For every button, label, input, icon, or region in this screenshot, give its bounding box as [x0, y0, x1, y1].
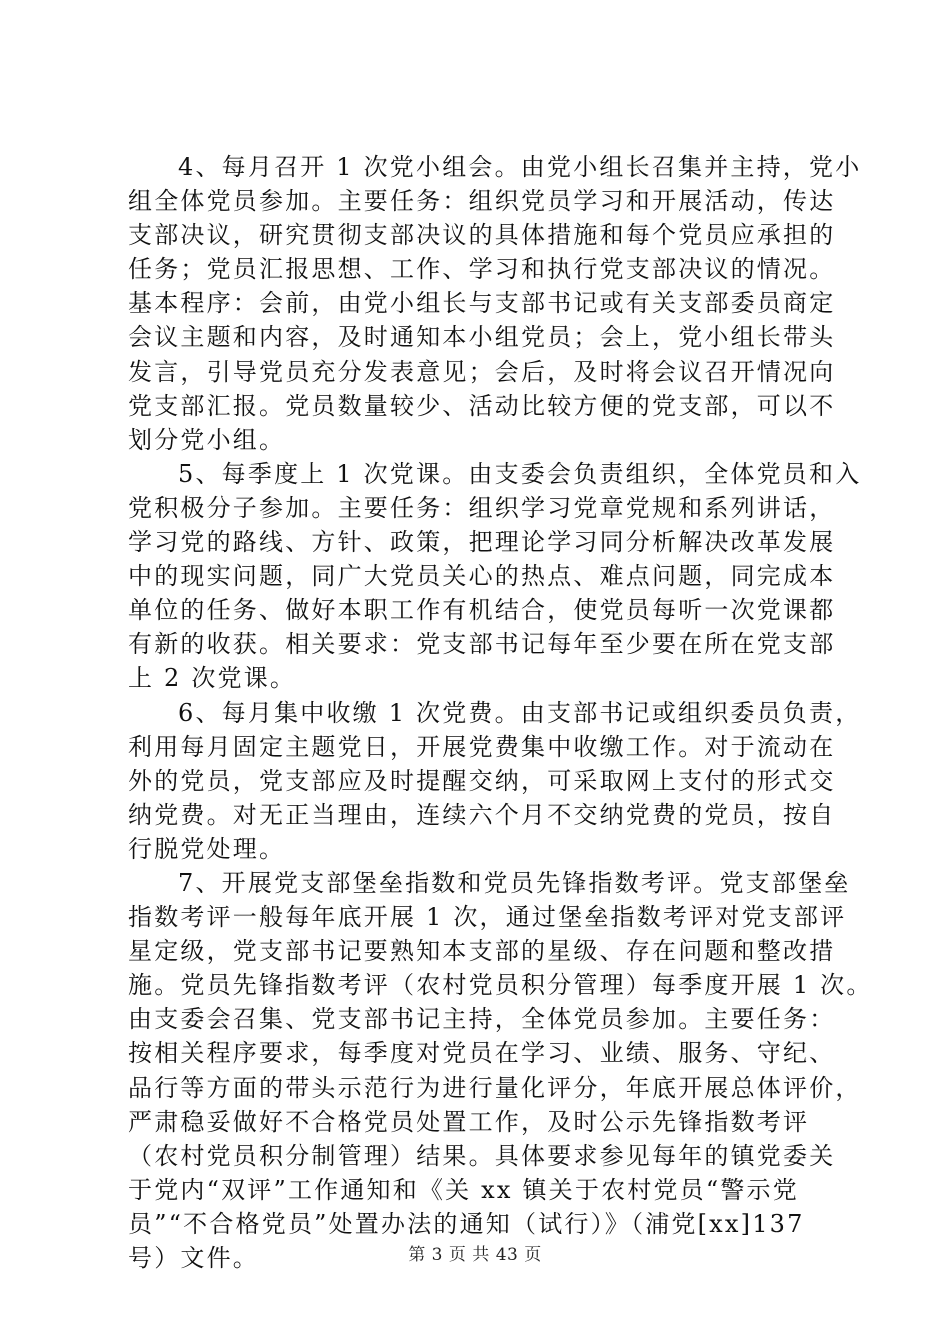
- page-footer: 第 3 页 共 43 页: [408, 1245, 542, 1265]
- text-line: 由支委会召集、党支部书记主持，全体党员参加。主要任务：: [128, 1005, 836, 1034]
- text-line: 学习党的路线、方针、政策，把理论学习同分析解决改革发展: [128, 528, 836, 557]
- text-line: 于党内“双评”工作通知和《关 xx 镇关于农村党员“警示党: [128, 1175, 799, 1204]
- text-line: 行脱党处理。: [128, 834, 286, 863]
- text-line: 5、每季度上 1 次党课。由支委会负责组织，全体党员和入: [178, 459, 862, 488]
- text-line: 组全体党员参加。主要任务：组织党员学习和开展活动，传达: [128, 187, 836, 216]
- text-line: 品行等方面的带头示范行为进行量化评分，年底开展总体评价，: [128, 1073, 862, 1102]
- text-line: 划分党小组。: [128, 425, 286, 454]
- text-line: 外的党员，党支部应及时提醒交纳，可采取网上支付的形式交: [128, 766, 836, 795]
- text-line: 号）文件。: [128, 1244, 259, 1272]
- text-line: 6、每月集中收缴 1 次党费。由支部书记或组织委员负责，: [178, 698, 862, 727]
- paragraph-6: [128, 696, 862, 866]
- paragraph-7: [128, 866, 873, 1275]
- text-line: 党支部汇报。党员数量较少、活动比较方便的党支部，可以不: [128, 391, 836, 420]
- text-line: （农村党员积分制管理）结果。具体要求参见每年的镇党委关: [128, 1141, 836, 1170]
- text-line: 基本程序：会前，由党小组长与支部书记或有关支部委员商定: [128, 289, 836, 318]
- text-line: 单位的任务、做好本职工作有机结合，使党员每听一次党课都: [128, 596, 836, 625]
- text-line: 会议主题和内容，及时通知本小组党员；会上，党小组长带头: [128, 323, 836, 352]
- text-line: 发言，引导党员充分发表意见；会后，及时将会议召开情况向: [128, 357, 836, 386]
- paragraph-5: [128, 457, 862, 696]
- document-body: [128, 150, 873, 1275]
- paragraph-4: [128, 150, 862, 457]
- text-line: 利用每月固定主题党日，开展党费集中收缴工作。对于流动在: [128, 732, 836, 761]
- text-line: 上 2 次党课。: [128, 664, 297, 693]
- text-line: 4、每月召开 1 次党小组会。由党小组长召集并主持，党小: [178, 153, 862, 181]
- text-line: 任务；党员汇报思想、工作、学习和执行党支部决议的情况。: [128, 255, 836, 284]
- text-line: 员”“不合格党员”处置办法的通知（试行）》（浦党[xx]137: [128, 1209, 805, 1238]
- text-line: 施。党员先锋指数考评（农村党员积分管理）每季度开展 1 次。: [128, 971, 873, 1000]
- text-line: 按相关程序要求，每季度对党员在学习、业绩、服务、守纪、: [128, 1039, 836, 1068]
- text-line: 指数考评一般每年底开展 1 次，通过堡垒指数考评对党支部评: [128, 903, 847, 932]
- text-line: 星定级，党支部书记要熟知本支部的星级、存在问题和整改措: [128, 937, 836, 966]
- text-line: 严肃稳妥做好不合格党员处置工作，及时公示先锋指数考评: [128, 1107, 810, 1136]
- text-line: 支部决议，研究贯彻支部决议的具体措施和每个党员应承担的: [128, 221, 836, 250]
- text-line: 中的现实问题，同广大党员关心的热点、难点问题，同完成本: [128, 562, 836, 591]
- text-line: 纳党费。对无正当理由，连续六个月不交纳党费的党员，按自: [128, 800, 836, 829]
- text-line: 7、开展党支部堡垒指数和党员先锋指数考评。党支部堡垒: [178, 868, 851, 897]
- text-line: 党积极分子参加。主要任务：组织学习党章党规和系列讲话，: [128, 493, 836, 522]
- text-line: 有新的收获。相关要求：党支部书记每年至少要在所在党支部: [128, 630, 836, 659]
